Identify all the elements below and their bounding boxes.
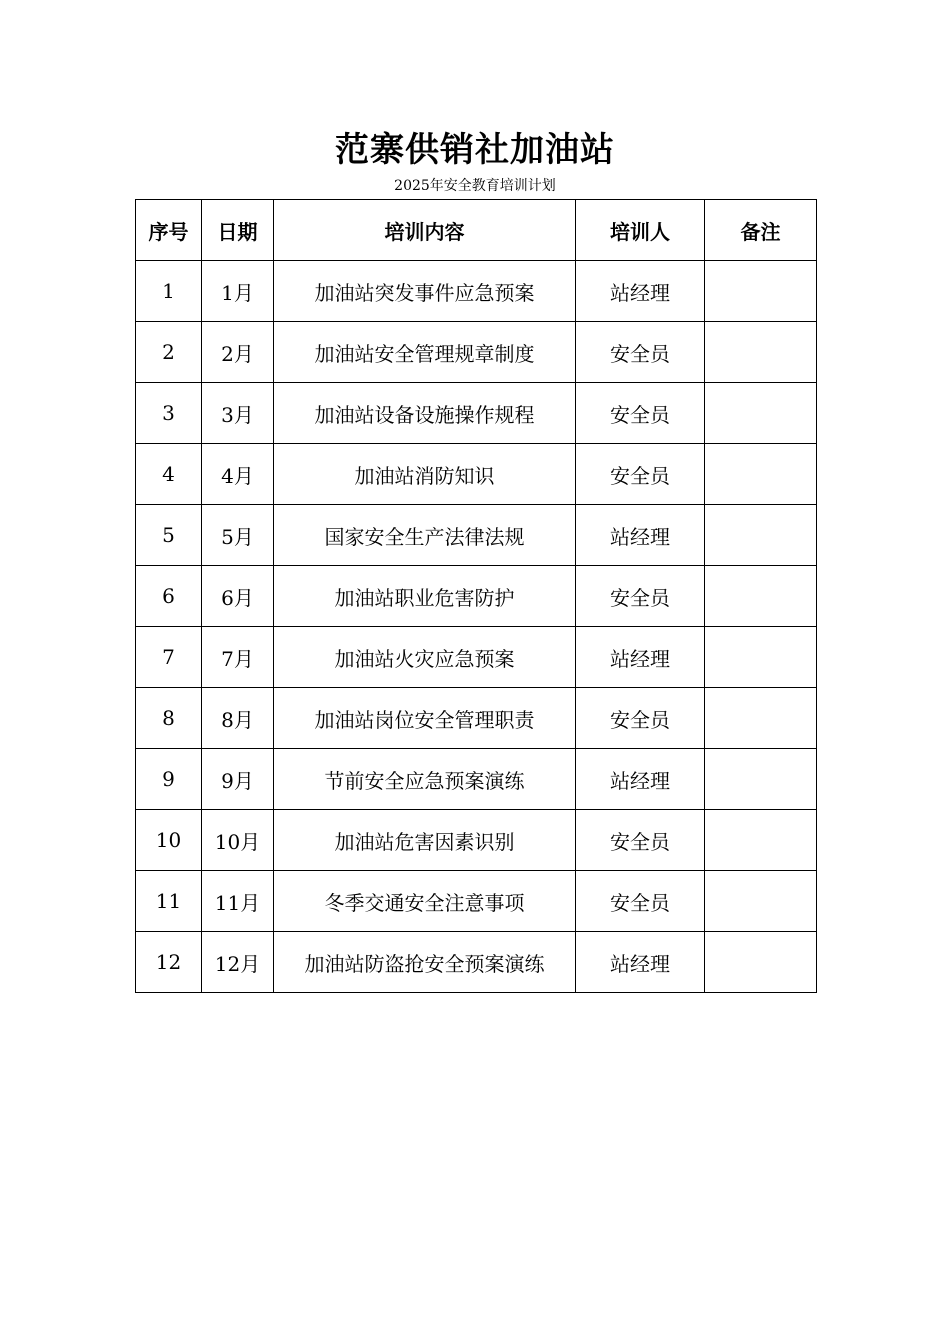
table-row [136,566,817,627]
cell-content: 加油站消防知识 [274,444,576,505]
cell-no: 8 [136,688,202,749]
cell-no: 7 [136,627,202,688]
table-row [136,932,817,993]
page-subtitle: 2025年安全教育培训计划 [394,178,556,194]
table-row [136,383,817,444]
cell-note [705,566,817,627]
training-plan-table [135,199,817,993]
cell-no: 3 [136,383,202,444]
cell-note [705,871,817,932]
cell-trainer: 站经理 [576,261,705,322]
cell-date: 10月 [202,810,274,871]
table-row [136,322,817,383]
cell-trainer: 站经理 [576,932,705,993]
cell-content: 加油站安全管理规章制度 [274,322,576,383]
page-title: 范寨供销社加油站 [335,130,615,170]
cell-note [705,261,817,322]
cell-date: 12月 [202,932,274,993]
cell-no: 6 [136,566,202,627]
cell-date: 7月 [202,627,274,688]
cell-content: 冬季交通安全注意事项 [274,871,576,932]
cell-trainer: 安全员 [576,810,705,871]
cell-date: 1月 [202,261,274,322]
cell-trainer: 安全员 [576,688,705,749]
cell-content: 加油站突发事件应急预案 [274,261,576,322]
table-row [136,627,817,688]
cell-trainer: 站经理 [576,505,705,566]
header-note: 备注 [705,200,817,261]
cell-note [705,749,817,810]
cell-note [705,688,817,749]
cell-trainer: 安全员 [576,383,705,444]
cell-trainer: 安全员 [576,322,705,383]
cell-content: 加油站危害因素识别 [274,810,576,871]
cell-content: 加油站火灾应急预案 [274,627,576,688]
table-body [136,261,817,993]
header-row [136,200,817,261]
cell-no: 11 [136,871,202,932]
header-no: 序号 [136,200,202,261]
cell-trainer: 安全员 [576,871,705,932]
header-content: 培训内容 [274,200,576,261]
table-row [136,505,817,566]
table-row [136,749,817,810]
cell-no: 10 [136,810,202,871]
cell-note [705,444,817,505]
cell-content: 加油站设备设施操作规程 [274,383,576,444]
cell-no: 2 [136,322,202,383]
cell-trainer: 站经理 [576,627,705,688]
cell-date: 4月 [202,444,274,505]
table-row [136,810,817,871]
cell-trainer: 安全员 [576,444,705,505]
cell-date: 5月 [202,505,274,566]
cell-content: 节前安全应急预案演练 [274,749,576,810]
cell-content: 加油站岗位安全管理职责 [274,688,576,749]
cell-date: 11月 [202,871,274,932]
cell-content: 加油站防盗抢安全预案演练 [274,932,576,993]
table-row [136,444,817,505]
cell-content: 国家安全生产法律法规 [274,505,576,566]
cell-note [705,627,817,688]
cell-note [705,322,817,383]
header-date: 日期 [202,200,274,261]
cell-trainer: 安全员 [576,566,705,627]
cell-date: 9月 [202,749,274,810]
cell-no: 4 [136,444,202,505]
table-row [136,871,817,932]
cell-no: 1 [136,261,202,322]
cell-note [705,810,817,871]
cell-note [705,932,817,993]
cell-no: 9 [136,749,202,810]
cell-date: 6月 [202,566,274,627]
cell-note [705,505,817,566]
cell-date: 2月 [202,322,274,383]
cell-no: 12 [136,932,202,993]
cell-date: 8月 [202,688,274,749]
cell-date: 3月 [202,383,274,444]
table-header [136,200,817,261]
cell-content: 加油站职业危害防护 [274,566,576,627]
cell-trainer: 站经理 [576,749,705,810]
cell-no: 5 [136,505,202,566]
cell-note [705,383,817,444]
header-trainer: 培训人 [576,200,705,261]
table-row [136,261,817,322]
table-row [136,688,817,749]
